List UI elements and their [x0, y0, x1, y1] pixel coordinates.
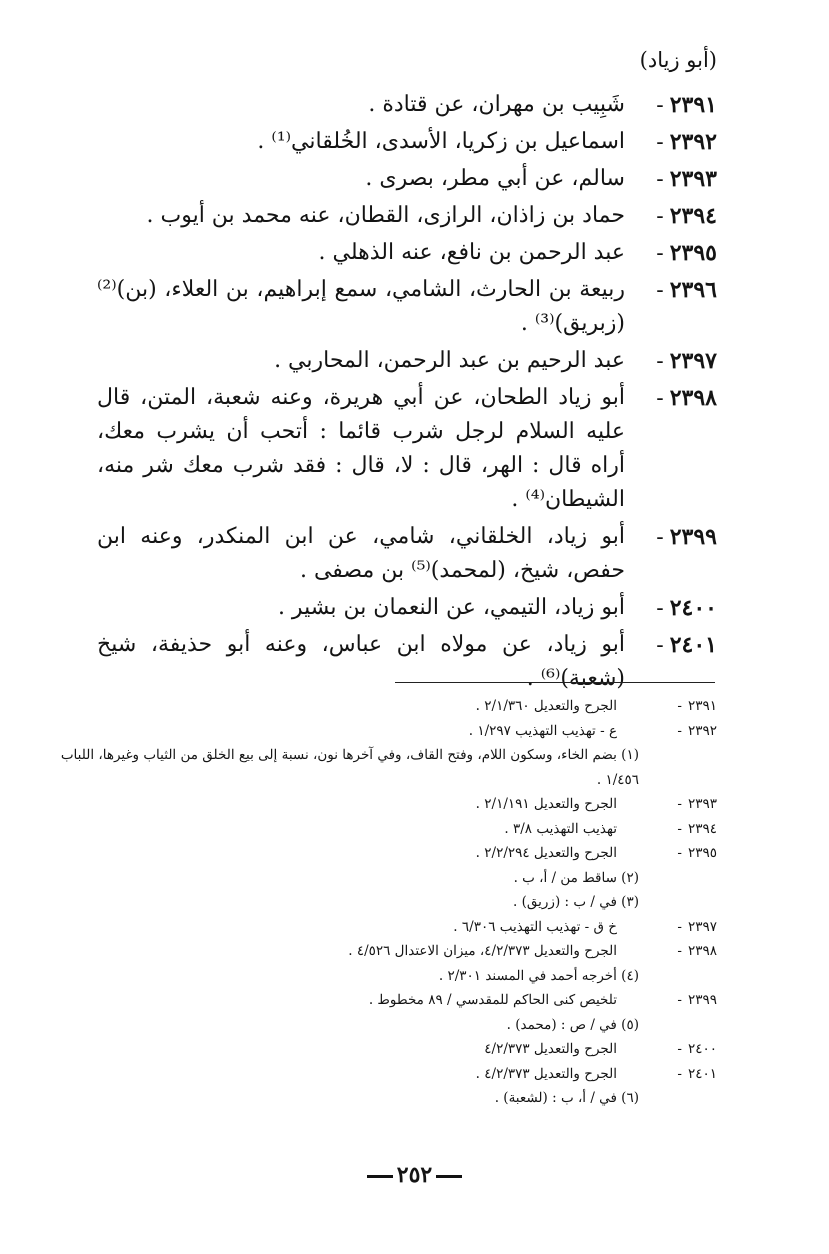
- entry-item: [97, 344, 717, 378]
- note-text: الجرح والتعديل ٤/٢/٣٧٣: [484, 1041, 617, 1057]
- footnote-text: (٢) ساقط من / أ، ب .: [513, 869, 639, 886]
- entry-item: [97, 591, 717, 625]
- entry-dash: -: [656, 167, 664, 192]
- entry-dash: -: [656, 386, 664, 411]
- note-text: تهذيب التهذيب ٣/٨ .: [504, 820, 617, 837]
- footnote-row: [27, 964, 717, 989]
- footnote-text: (٥) في / ص : (محمد) .: [506, 1016, 639, 1033]
- entry-text: حماد بن زاذان، الرازى، القطان، عنه محمد بن أيوب .: [146, 203, 625, 228]
- note-source-row: [27, 792, 717, 817]
- note-dash: -: [677, 1041, 682, 1057]
- entry-text: سالم، عن أبي مطر، بصرى .: [365, 166, 625, 191]
- note-text: الجرح والتعديل ٤/٢/٣٧٣، ميزان الاعتدال ٤/٥٢٦ .: [348, 943, 617, 959]
- entry-dash: -: [656, 525, 664, 550]
- note-dash: -: [677, 796, 682, 812]
- entry-number: [629, 344, 717, 379]
- entry-item: [97, 125, 717, 159]
- entry-item: [97, 628, 717, 696]
- entry-number-value: ٢٣٩٩: [669, 524, 717, 550]
- entry-number-value: ٢٤٠١: [669, 632, 717, 658]
- entry-item: [97, 88, 717, 122]
- note-source-row: [27, 719, 717, 744]
- entry-number: [629, 199, 717, 234]
- note-number-value: ٢٣٩١: [687, 698, 717, 714]
- entry-text: أبو زياد، عن مولاه ابن عباس، وعنه أبو حذيفة، شيخ (شعبة)⁽⁶⁾ .: [97, 632, 625, 691]
- footnote-row: [27, 1013, 717, 1038]
- entry-number: [629, 88, 717, 123]
- entry-text: عبد الرحيم بن عبد الرحمن، المحاربي .: [274, 348, 625, 373]
- entry-text: اسماعيل بن زكريا، الأسدى، الخُلقاني⁽¹⁾ .: [257, 129, 625, 154]
- note-number: [625, 939, 717, 964]
- page-number-left-bar: [436, 1175, 462, 1178]
- entry-number-value: ٢٣٩٤: [669, 203, 717, 229]
- note-text: الجرح والتعديل ٢/١/٣٦٠ .: [475, 698, 617, 714]
- entry-dash: -: [656, 204, 664, 229]
- note-number: [625, 841, 717, 866]
- entries-list: [97, 88, 717, 699]
- note-number: [625, 817, 717, 842]
- note-text: خ ق - تهذيب التهذيب ٦/٣٠٦ .: [453, 918, 617, 935]
- note-number-value: ٢٤٠١: [687, 1065, 717, 1082]
- note-source-row: [27, 988, 717, 1013]
- footnote-text: (٣) في / ب : (زريق) .: [513, 894, 639, 910]
- note-dash: -: [677, 698, 682, 714]
- note-source-row: [27, 939, 717, 964]
- footnote-row: [27, 890, 717, 915]
- footnote-row: [27, 1086, 717, 1111]
- note-number-value: ٢٣٩٨: [687, 943, 717, 959]
- entry-number-value: ٢٣٩٨: [669, 385, 717, 411]
- note-source-row: [27, 1062, 717, 1087]
- note-number: [625, 719, 717, 744]
- entry-number: [629, 236, 717, 271]
- entry-text: أبو زياد الطحان، عن أبي هريرة، وعنه شعبة، المتن، قال عليه السلام لرجل شرب قائما : أتحب أن يشرب معك، أراه قال : الهر، قال : لا، قال : فقد شرب معك شر منه، الشيطان⁽⁴⁾ .: [97, 385, 625, 512]
- note-source-row: [27, 915, 717, 940]
- footnote-text: (١) بضم الخاء، وسكون اللام، وفتح القاف، وفي آخرها نون، نسبة إلى بيع الخلق من الثياب وغيرها، اللباب ١/٤٥٦ .: [60, 747, 639, 788]
- entry-item: [97, 236, 717, 270]
- note-number-value: ٢٣٩٢: [687, 722, 717, 739]
- note-dash: -: [677, 1065, 682, 1082]
- note-number: [625, 988, 717, 1013]
- note-number: [625, 694, 717, 719]
- footnote-separator: [395, 682, 715, 683]
- entry-item: [97, 520, 717, 588]
- entry-text: شَبِيب بن مهران، عن قتادة .: [368, 92, 625, 117]
- entry-number: [629, 591, 717, 626]
- entry-item: [97, 162, 717, 196]
- entry-item: [97, 199, 717, 233]
- footnote-row: [27, 866, 717, 891]
- entry-number-value: ٢٤٠٠: [669, 595, 717, 621]
- entry-number-value: ٢٣٩٦: [669, 277, 717, 303]
- entry-number-value: ٢٣٩٥: [669, 240, 717, 266]
- entry-dash: -: [656, 278, 664, 303]
- entry-dash: -: [656, 241, 664, 266]
- footnote-text: (٦) في / أ، ب : (لشعبة) .: [494, 1090, 639, 1106]
- note-text: ع - تهذيب التهذيب ١/٢٩٧ .: [468, 722, 617, 739]
- page-number-value: ٢٥٢: [396, 1162, 433, 1188]
- note-dash: -: [677, 992, 682, 1008]
- entry-dash: -: [656, 130, 664, 155]
- entry-number: [629, 520, 717, 555]
- entry-dash: -: [656, 633, 664, 658]
- note-dash: -: [677, 820, 682, 837]
- entry-dash: -: [656, 596, 664, 621]
- entry-number: [629, 273, 717, 308]
- entry-number-value: ٢٣٩٢: [669, 129, 717, 155]
- entry-text: عبد الرحمن بن نافع، عنه الذهلي .: [318, 240, 625, 265]
- note-text: الجرح والتعديل ٤/٢/٣٧٣ .: [475, 1065, 617, 1082]
- note-number-value: ٢٣٩٩: [687, 992, 717, 1008]
- note-number-value: ٢٣٩٧: [687, 918, 717, 935]
- entry-text: أبو زياد، الخلقاني، شامي، عن ابن المنكدر، وعنه ابن حفص، شيخ، (لمحمد)⁽⁵⁾ بن مصفى .: [97, 524, 625, 583]
- note-number: [625, 1037, 717, 1062]
- entry-number: [629, 381, 717, 416]
- note-dash: -: [677, 845, 682, 861]
- note-number-value: ٢٣٩٣: [687, 796, 717, 812]
- note-source-row: [27, 817, 717, 842]
- note-source-row: [27, 694, 717, 719]
- note-source-row: [27, 841, 717, 866]
- note-number: [625, 1062, 717, 1087]
- page-number: [0, 1162, 829, 1188]
- entry-text: ربيعة بن الحارث، الشامي، سمع إبراهيم، بن العلاء، (بن)⁽²⁾ (زبريق)⁽³⁾ .: [97, 277, 625, 336]
- entry-dash: -: [656, 93, 664, 118]
- entry-number: [629, 162, 717, 197]
- entry-number: [629, 628, 717, 663]
- note-source-row: [27, 1037, 717, 1062]
- note-number: [625, 915, 717, 940]
- running-header: (أبو زياد): [639, 48, 717, 72]
- note-text: الجرح والتعديل ٢/١/١٩١ .: [475, 796, 617, 812]
- note-text: الجرح والتعديل ٢/٢/٢٩٤ .: [475, 845, 617, 861]
- entry-number-value: ٢٣٩٧: [669, 348, 717, 374]
- entry-text: أبو زياد، التيمي، عن النعمان بن بشير .: [277, 595, 625, 620]
- entry-number-value: ٢٣٩٣: [669, 166, 717, 192]
- footnote-row: [27, 743, 717, 792]
- footnote-text: (٤) أخرجه أحمد في المسند ٢/٣٠١ .: [438, 967, 639, 984]
- note-number-value: ٢٣٩٤: [687, 820, 717, 837]
- note-number-value: ٢٤٠٠: [687, 1041, 717, 1057]
- note-number-value: ٢٣٩٥: [687, 845, 717, 861]
- entry-item: [97, 273, 717, 341]
- note-number: [625, 792, 717, 817]
- note-dash: -: [677, 722, 682, 739]
- note-text: تلخيص كنى الحاكم للمقدسي / ٨٩ مخطوط .: [368, 992, 617, 1008]
- note-dash: -: [677, 943, 682, 959]
- footnotes-list: [27, 694, 717, 1111]
- entry-number-value: ٢٣٩١: [669, 92, 717, 118]
- entry-number: [629, 125, 717, 160]
- note-dash: -: [677, 918, 682, 935]
- entry-item: [97, 381, 717, 517]
- entry-dash: -: [656, 349, 664, 374]
- page-number-right-bar: [367, 1175, 393, 1178]
